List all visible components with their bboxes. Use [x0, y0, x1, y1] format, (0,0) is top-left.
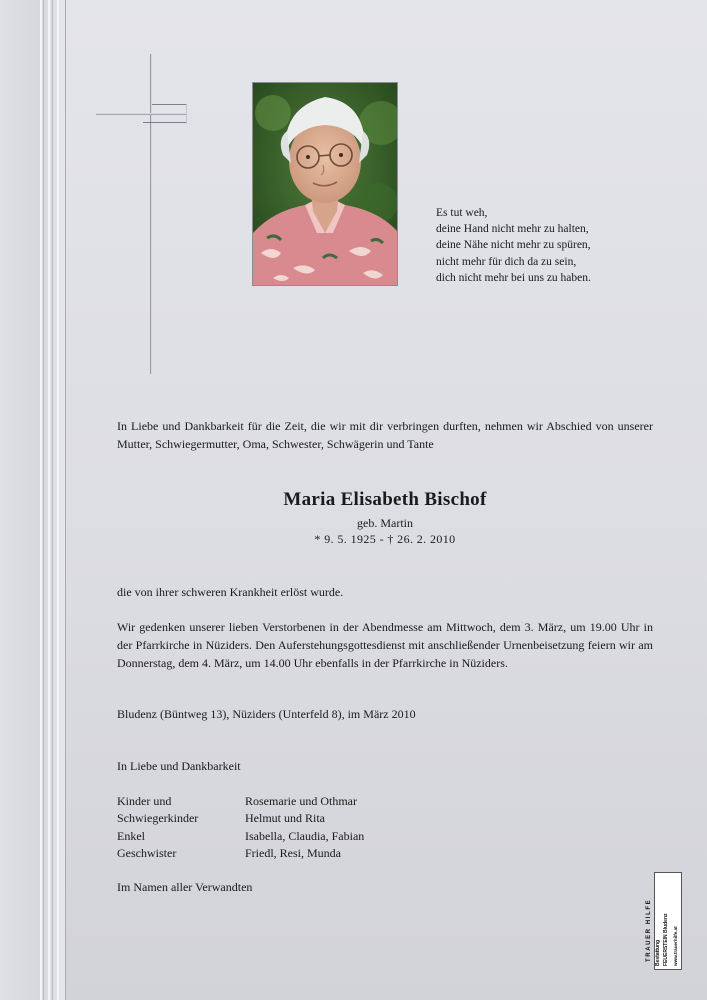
on-behalf-line: Im Namen aller Verwandten [117, 880, 253, 894]
decor-stripe [43, 0, 44, 1000]
family-row [117, 828, 364, 845]
family-role: Kinder und [117, 794, 172, 808]
life-dates: * 9. 5. 1925 - † 26. 2. 2010 [314, 532, 456, 546]
decor-stripe [40, 0, 42, 1000]
decor-stripe [48, 0, 50, 1000]
family-role: Enkel [117, 828, 145, 843]
logo-text: Bestattung [655, 939, 661, 966]
poem-line: deine Hand nicht mehr zu halten, [436, 223, 589, 236]
family-row [117, 810, 364, 827]
family-list [117, 793, 364, 863]
family-names: Friedl, Resi, Munda [245, 846, 341, 861]
poem-line: deine Nähe nicht mehr zu spüren, [436, 239, 591, 252]
family-row [117, 845, 364, 862]
family-role: Geschwister [117, 846, 177, 861]
service-paragraph: Wir gedenken unserer lieben Verstorbenen in der Abendmesse am Mittwoch, dem 3. März, um 19.00 Uhr in der Pfarrkirche in Nüziders. Den Auferstehungsgottesdienst mit anschließender Urnenbeisetzung feiern wir am Donnerstag, dem 4. März, um 14.00 Uhr ebenfalls in der Pfarrkirche in Nüziders. [117, 620, 653, 670]
decor-stripe [57, 0, 59, 1000]
released-text: die von ihrer schweren Krankheit erlöst wurde. [117, 585, 344, 599]
logo-text: www.trauerhilfe.at [673, 926, 678, 966]
birth-name: geb. Martin [357, 516, 413, 530]
logo-text: TRAUER HILFE [646, 898, 652, 962]
poem-line: Es tut weh, [436, 207, 488, 219]
family-names: Helmut und Rita [245, 811, 325, 826]
poem-line: nicht mehr für dich da zu sein, [436, 255, 577, 268]
family-role: Schwiegerkinder [117, 811, 199, 826]
decor-stripe [52, 0, 53, 1000]
place-date: Bludenz (Büntweg 13), Nüziders (Unterfeld 8), im März 2010 [117, 707, 416, 721]
family-names: Rosemarie und Othmar [245, 794, 357, 808]
poem [436, 205, 591, 286]
deceased-name: Maria Elisabeth Bischof [283, 489, 487, 510]
decor-stripe [65, 0, 66, 1000]
funeral-home-logo [646, 872, 682, 972]
portrait-photo [252, 82, 398, 286]
closing-line: In Liebe und Dankbarkeit [117, 759, 241, 773]
poem-line: dich nicht mehr bei uns zu haben. [436, 271, 591, 284]
family-names: Isabella, Claudia, Fabian [245, 828, 365, 843]
intro-paragraph: In Liebe und Dankbarkeit für die Zeit, die wir mit dir verbringen durften, nehmen wir Abschied von unserer Mutter, Schwiegermutter, Oma, Schwester, Schwägerin und Tante [117, 419, 653, 451]
logo-text: FEUERSTEIN Bludenz [663, 913, 669, 966]
family-row [117, 793, 364, 810]
